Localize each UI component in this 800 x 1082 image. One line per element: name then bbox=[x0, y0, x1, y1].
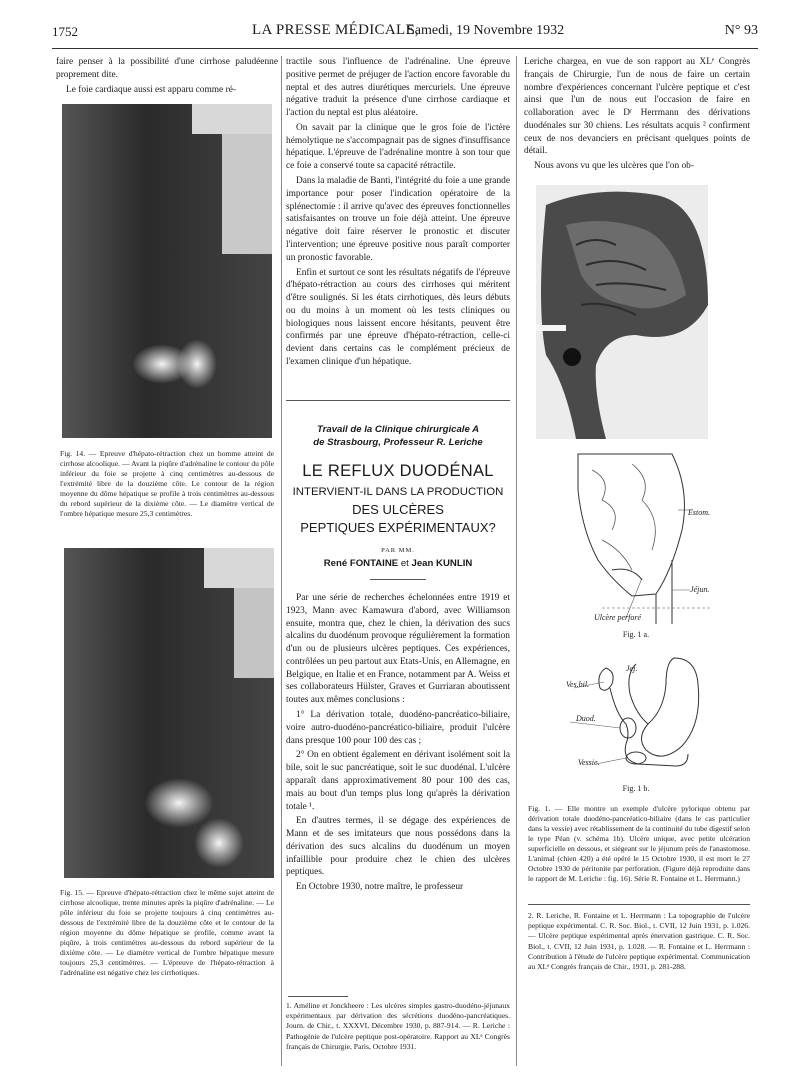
page-number: 1752 bbox=[52, 24, 78, 39]
label-ulcere-perfore: Ulcère perforé bbox=[594, 613, 642, 622]
article-body bbox=[286, 592, 510, 896]
paragraph: En Octobre 1930, notre maître, le professeur bbox=[296, 882, 464, 893]
footnote: 2. R. Leriche, R. Fontaine et L. Herrmann : La topographie de l'ulcère peptique expérimental. C. R. Soc. Biol., t. CVII, 12 Juin 1931, p. 1.026. — Ulcère peptique expérimental après énervation gastrique. C. R. Soc. Biol., t. CVII, 12 Juin 1931, p. 1.028. — R. Fontaine et L. Herrmann : Contribution à l'étude de l'ulcère peptique expérimental. Communication au XLᵉ Congrès français de Chir., 1931, p. 281-288. bbox=[528, 911, 750, 971]
authors: René FONTAINE et Jean KUNLIN bbox=[323, 558, 473, 570]
article-title: LE REFLUX DUODÉNAL bbox=[302, 461, 494, 480]
paragraph: Le foie cardiaque aussi est apparu comme ré- bbox=[66, 84, 236, 95]
label-jejunum-b: Jej. bbox=[626, 664, 638, 673]
column-divider bbox=[516, 56, 517, 1066]
paragraph: Enfin et surtout ce sont les résultats négatifs de l'épreuve d'hépato-rétraction au cours des cirrhoses qui méritent d'être soulignés. Si les états cirrhotiques, dès leurs débuts ou du moins à un moment où les tests cliniques ou biologiques nous laissent encore hésitants, peuvent être confirmés par une épreuve d'hépato-rétraction, celle-ci devient dans certains cas le complément précieux de l'examen clinique d'un hépatique. bbox=[286, 267, 510, 367]
figure-label-1a: Fig. 1 a. bbox=[622, 630, 650, 639]
paragraph: En d'autres termes, il se dégage des expériences de Mann et de ses imitateurs que nous possédons dans la dérivation des sucs alcalins du duodénum un moyen infaillible pour produire chez le chien des ulcères peptiques. bbox=[286, 816, 510, 878]
journal-title: LA PRESSE MÉDICALE, bbox=[252, 22, 419, 38]
work-label: Travail de la Clinique chirurgicale A de Strasbourg, Professeur R. Leriche bbox=[313, 424, 483, 448]
paragraph: 2° On en obtient également en dérivant isolément soit la bile, soit le suc pancréatique, soit le suc duodénal. L'ulcère apparaît dans approximativement 80 pour 100 des cas, mais au bout d'un temps plus long qu'après la dérivation totale ¹. bbox=[286, 750, 510, 812]
issue-number: N° 93 bbox=[724, 23, 758, 38]
radiograph-fig15 bbox=[64, 548, 274, 878]
footnote-rule bbox=[528, 904, 750, 905]
paragraph: 1° La dérivation totale, duodéno-pancréatico-biliaire, voire autro-duodéno-pancréatico-biliaire, produit l'ulcère dans presque 100 pour 100 des cas ; bbox=[286, 710, 510, 746]
diagram-fig1a bbox=[572, 450, 712, 624]
column-divider bbox=[281, 56, 282, 1066]
issue-date: Samedi, 19 Novembre 1932 bbox=[407, 23, 565, 38]
radiograph-fig14 bbox=[62, 104, 272, 438]
label-estomac: Estom. bbox=[688, 508, 710, 517]
paragraph: Dans la maladie de Banti, l'intégrité du foie a une grande importance pour poser l'indication opératoire de la splénectomie : il arrive qu'avec des épreuves fonctionnelles satisfaisantes on trouve un foie déjà atteint. Une épreuve négative doit faire réserver le pronostic et discuter l'intervention; une épreuve positive nous paraît comporter un pronostic favorable. bbox=[286, 176, 510, 263]
paragraph: On savait par la clinique que le gros foie de l'ictère hémolytique ne s'accompagnait pas de signes d'insuffisance hépatique. L'épreuve de l'adrénaline montre à son tour que ce foie a conservé toute sa capacité rétractile. bbox=[286, 122, 510, 172]
byline-par: PAR MM. bbox=[381, 547, 415, 555]
article-subtitle: PEPTIQUES EXPÉRIMENTAUX? bbox=[300, 520, 496, 536]
figure-label-1b: Fig. 1 b. bbox=[622, 784, 650, 793]
paragraph: Nous avons vu que les ulcères que l'on ob- bbox=[534, 161, 694, 172]
label-jejunum: Jéjun. bbox=[690, 585, 710, 594]
label-duodenum: Duod. bbox=[576, 714, 596, 723]
article-heading bbox=[286, 424, 510, 580]
figure-caption-1: Fig. 1. — Elle montre un exemple d'ulcère pylorique obtenu par dérivation totale duodéno-pancréatico-biliaire (dans le cas particulier dans la vessie) avec rétablissement de la continuité du tube digestif selon le type Péan (v. schéma 1b). Ulcère unique, avec petite ulcération superficielle en dessous, et siégeant sur le jéjunum près de l'anastomose. L'animal (chien 420) a été opéré le 15 Octobre 1930, il est mort le 27 Octobre 1930 de péritonite par perforation. (Figure déjà reproduite dans le rapport de M. Leriche : fig. 16). Série R. Fontaine et L. Herrmann.) bbox=[528, 804, 750, 884]
article-subtitle: INTERVIENT-IL DANS LA PRODUCTION bbox=[292, 485, 504, 498]
paragraph: Par une série de recherches échelonnées entre 1919 et 1923, Mann avec Kamawura d'abord, avec Williamson ensuite, montra que, chez le chien, la dérivation des sucs alcalins du duodénum provoque régulièrement la formation d'un ou de plusieurs ulcères peptiques. Ces expériences, contrôlées un peu partout aux Etats-Unis, en Allemagne, en Belgique, en Italie et en France, notamment par A. Weiss et ses collaborateurs Hülster, Graves et Gurriaran aboutissent toutes aux mêmes conclusions : bbox=[286, 593, 510, 706]
header-rule bbox=[52, 48, 758, 49]
specimen-photograph bbox=[536, 185, 708, 439]
author-rule bbox=[370, 579, 426, 580]
paragraph: tractile sous l'influence de l'adrénaline. Une épreuve positive permet de préjuger de l'action encore favorable du neptal et des autres diurétiques mercuriels. Une épreuve négative traduit la présence d'une cirrhose cardiaque et l'action du neptal est plus aléatoire. bbox=[286, 57, 510, 119]
paragraph: faire penser à la possibilité d'une cirrhose paludéenne proprement dite. bbox=[56, 57, 278, 80]
paragraph: Leriche chargea, en vue de son rapport au XLᵉ Congrès français de Chirurgie, l'un de nous de faire un certain nombre d'expériences concernant l'ulcère peptique et c'est ainsi que l'un de nous eut l'occasion de faire en collaboration avec le Dʳ Herrmann des dérivations duodénales sur 30 chiens. Les résultats acquis ² confirment ceux de nos devanciers en précisant quelques points de détail. bbox=[524, 57, 750, 157]
section-rule bbox=[286, 400, 510, 401]
column-1 bbox=[56, 56, 278, 98]
page-header bbox=[52, 20, 758, 44]
column-2 bbox=[286, 56, 510, 371]
footnote: 1. Améline et Jonckheere : Les ulcères simples gastro-duodéno-jéjunaux expérimentaux par dérivation des sécrétions duodéno-pancréatiques. Journ. de Chir., t. XXXVI, Décembre 1930, p. 887-914. — R. Leriche : Pathogénie de l'ulcère peptique post-opératoire. Rapport au XLᵉ Congrès français de Chirurgie, Paris, Octobre 1931. bbox=[286, 1001, 510, 1051]
label-vessie: Vessie. bbox=[578, 758, 600, 767]
article-subtitle: DES ULCÈRES bbox=[352, 501, 444, 517]
figure-caption-14: Fig. 14. — Epreuve d'hépato-rétraction chez un homme atteint de cirrhose alcoolique. — Avant la piqûre d'adrénaline le contour du pôle inférieur du foie se projette à cinq centimètres au-dessous de l'extrémité libre de la douzième côte. Le contour de la région moyenne du dôme hépatique se profile à trois centimètres au-dessous du rebord supérieur de la dixième côte. — Le diamètre vertical de l'ombre hépatique mesure 25,3 centimètres. bbox=[60, 449, 274, 519]
label-vesicule-biliaire: Ves.bil. bbox=[566, 680, 590, 689]
column-3 bbox=[524, 56, 750, 175]
footnote-rule bbox=[288, 996, 348, 997]
figure-caption-15: Fig. 15. — Epreuve d'hépato-rétraction chez le même sujet atteint de cirrhose alcoolique, trente minutes après la piqûre d'adrénaline. — Le pôle inférieur du foie se projette toujours à cinq centimètres au-dessous de l'extrémité libre de la douzième côte et le contour de la région moyenne du dôme hépatique se profile, comme avant la piqûre, à trois centimètres au-dessous du rebord supérieur de la dixième côte. — Le diamètre vertical de l'ombre hépatique mesure toujours 25,3 centimètres. — L'épreuve de l'hépato-rétraction à l'adrénaline est négative chez les cirrhotiques. bbox=[60, 888, 274, 978]
